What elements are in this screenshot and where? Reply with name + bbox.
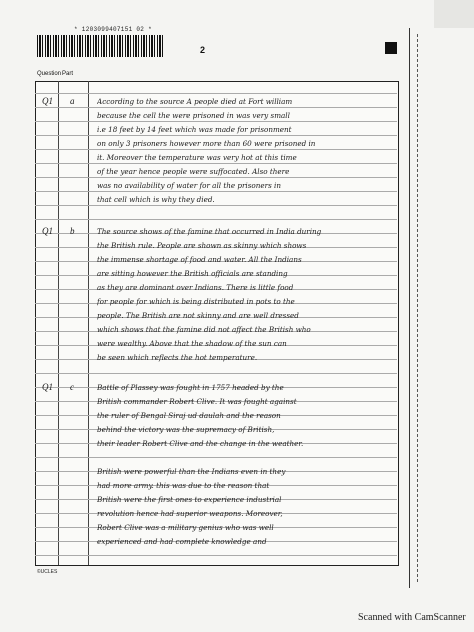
answer-line: were wealthy. Above that the shadow of the sun can [97, 339, 287, 348]
ucles-label: ©UCLES [37, 569, 58, 575]
ruled-line [35, 191, 397, 192]
barcode [37, 35, 165, 57]
part-column-divider [88, 81, 89, 565]
question-number: Q1 [42, 382, 53, 392]
question-column-divider [58, 81, 59, 565]
barcode-number: * 1203099407151 02 * [74, 26, 153, 33]
answer-line: of the year hence people were suffocated. Also there [97, 167, 290, 176]
answer-line: because the cell the were prisoned in was very small [97, 111, 290, 120]
answer-line: the immense shortage of food and water. All the Indians [97, 255, 302, 264]
ruled-line [35, 107, 397, 108]
page-fold-corner [434, 0, 474, 28]
ruled-line [35, 163, 397, 164]
ruled-line [35, 555, 397, 556]
registration-mark [385, 42, 397, 54]
ruled-line [35, 149, 397, 150]
part-letter: b [70, 226, 75, 236]
part-letter: a [70, 96, 75, 106]
answer-line: The source shows of the famine that occurred in India during [97, 227, 322, 236]
answer-line: British were the first ones to experience industrial [97, 495, 282, 504]
answer-line: be seen which reflects the hot temperature. [97, 353, 258, 362]
answer-line: their leader Robert Clive and the change in the weather. [97, 439, 304, 448]
answer-line: people. The British are not skinny and are well dressed [97, 311, 299, 320]
ruled-line [35, 93, 397, 94]
margin-line [409, 28, 410, 588]
ruled-line [35, 177, 397, 178]
answer-line: experienced and had complete knowledge and [97, 537, 267, 546]
answer-line: behind the victory was the supremacy of British, [97, 425, 275, 434]
answer-line: was no availability of water for all the prisoners in [97, 181, 281, 190]
answer-line: the British rule. People are shown as skinny which shows [97, 241, 307, 250]
part-letter: c [70, 382, 74, 392]
part-column-header: Part [62, 71, 74, 77]
answer-line: British commander Robert Clive. It was fought against [97, 397, 297, 406]
answer-line: British were powerful than the Indians even in they [97, 467, 286, 476]
ruled-line [35, 457, 397, 458]
page-number: 2 [200, 45, 206, 55]
answer-line: had more army. this was due to the reason that [97, 481, 270, 490]
ruled-line [35, 135, 397, 136]
answer-line: the ruler of Bengal Siraj ud daulah and the reason [97, 411, 281, 420]
question-number: Q1 [42, 96, 53, 106]
answer-line: Battle of Plassey was fought in 1757 headed by the [97, 383, 284, 392]
answer-line: which shows that the famine did not affect the British who [97, 325, 311, 334]
perforation-line [417, 34, 418, 582]
ruled-line [35, 121, 397, 122]
ruled-line [35, 219, 397, 220]
answer-line: are sitting however the British officials are standing [97, 269, 288, 278]
ruled-line [35, 205, 397, 206]
question-column-header: Question [37, 71, 62, 77]
answer-line: revolution hence had superior weapons. Moreover, [97, 509, 283, 518]
answer-line: According to the source A people died at Fort william [97, 97, 293, 106]
answer-line: i.e 18 feet by 14 feet which was made for prisonment [97, 125, 292, 134]
ruled-line [35, 373, 397, 374]
answer-line: Robert Clive was a military genius who was well [97, 523, 274, 532]
scanner-watermark: Scanned with CamScanner [358, 612, 466, 623]
question-number: Q1 [42, 226, 53, 236]
answer-line: for people for which is being distributed in pots to the [97, 297, 295, 306]
answer-line: it. Moreover the temperature was very hot at this time [97, 153, 297, 162]
answer-line: on only 3 prisoners however more than 60 were prisoned in [97, 139, 316, 148]
answer-line: as they are dominant over Indians. There is little food [97, 283, 294, 292]
answer-line: that cell which is why they died. [97, 195, 215, 204]
